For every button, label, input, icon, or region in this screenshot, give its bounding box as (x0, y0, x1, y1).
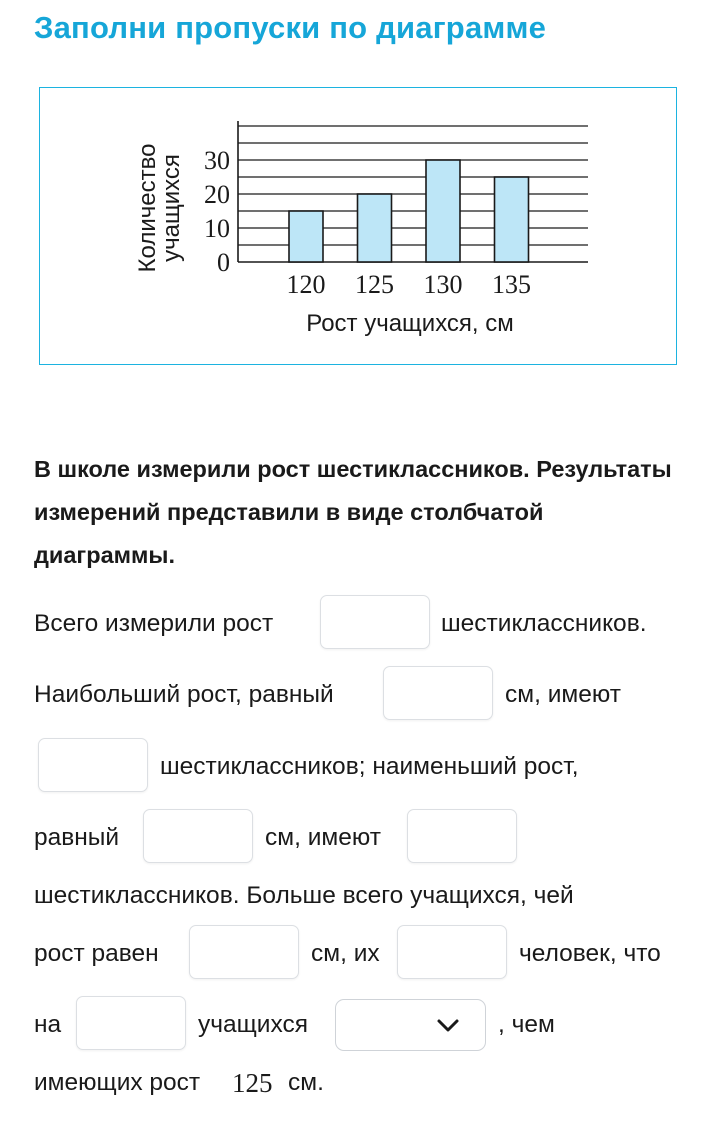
answer-field-mode-height[interactable] (189, 925, 299, 979)
answer-field-mode-count[interactable] (397, 925, 507, 979)
text-segment: Всего измерили рост (34, 610, 274, 637)
y-tick-label: 10 (204, 214, 230, 243)
answer-field-total-count[interactable] (320, 595, 430, 649)
x-tick-label: 120 (286, 270, 326, 299)
text-segment: на (34, 1011, 62, 1038)
sentence-line-7 (0, 996, 720, 1054)
bar-125 (358, 194, 392, 262)
x-tick-label: 135 (492, 270, 531, 299)
number-125: 125 (232, 1068, 273, 1098)
bar-130 (426, 160, 460, 262)
page-title: Заполни пропуски по диаграмме (34, 10, 547, 45)
text-segment: шестиклассников; наименьший рост, (160, 753, 579, 780)
x-tick-label: 130 (423, 270, 463, 299)
text-segment: шестиклассников. (441, 610, 647, 637)
text-segment: см. (288, 1069, 324, 1096)
text-segment: см, их (311, 940, 380, 967)
text-segment: равный (34, 824, 120, 851)
sentence-line-5 (0, 867, 720, 925)
answer-field-difference[interactable] (76, 996, 186, 1050)
y-tick-label: 0 (217, 248, 230, 277)
bar-chart-frame (39, 87, 677, 365)
sentence-line-1 (0, 595, 720, 653)
answer-field-max-height[interactable] (383, 666, 493, 720)
chevron-down-icon (435, 1012, 461, 1038)
text-segment: Наибольший рост, равный (34, 681, 334, 708)
text-segment: шестиклассников. Больше всего учащихся, чей (34, 882, 574, 909)
sentence-line-2 (0, 666, 720, 724)
answer-field-min-count[interactable] (407, 809, 517, 863)
bar-135 (495, 177, 529, 262)
text-segment: см, имеют (265, 824, 381, 851)
task-intro: В школе измерили рост шестиклассников. Результаты измерений представили в виде столбчатой диаграммы. (34, 456, 672, 568)
y-axis-title-line-1: Количество (134, 143, 161, 273)
answer-field-min-height[interactable] (143, 809, 253, 863)
bar-120 (289, 211, 323, 262)
x-axis-title: Рост учащихся, см (306, 310, 514, 337)
sentence-line-4 (0, 809, 720, 867)
text-segment: учащихся (198, 1011, 308, 1038)
sentence-line-3 (0, 738, 720, 796)
y-tick-label: 30 (204, 146, 230, 175)
y-axis-title-line-2: учащихся (158, 154, 185, 262)
text-segment: рост равен (34, 940, 159, 967)
x-tick-label: 125 (355, 270, 394, 299)
answer-field-max-count[interactable] (38, 738, 148, 792)
y-tick-label: 20 (204, 180, 230, 209)
bar-chart (40, 88, 678, 366)
sentence-line-6 (0, 925, 720, 983)
comparison-dropdown[interactable] (335, 999, 486, 1051)
text-segment: человек, что (519, 940, 661, 967)
text-segment: см, имеют (505, 681, 621, 708)
sentence-line-8 (0, 1054, 720, 1112)
text-segment: , чем (498, 1011, 555, 1038)
text-segment: имеющих рост (34, 1069, 201, 1096)
